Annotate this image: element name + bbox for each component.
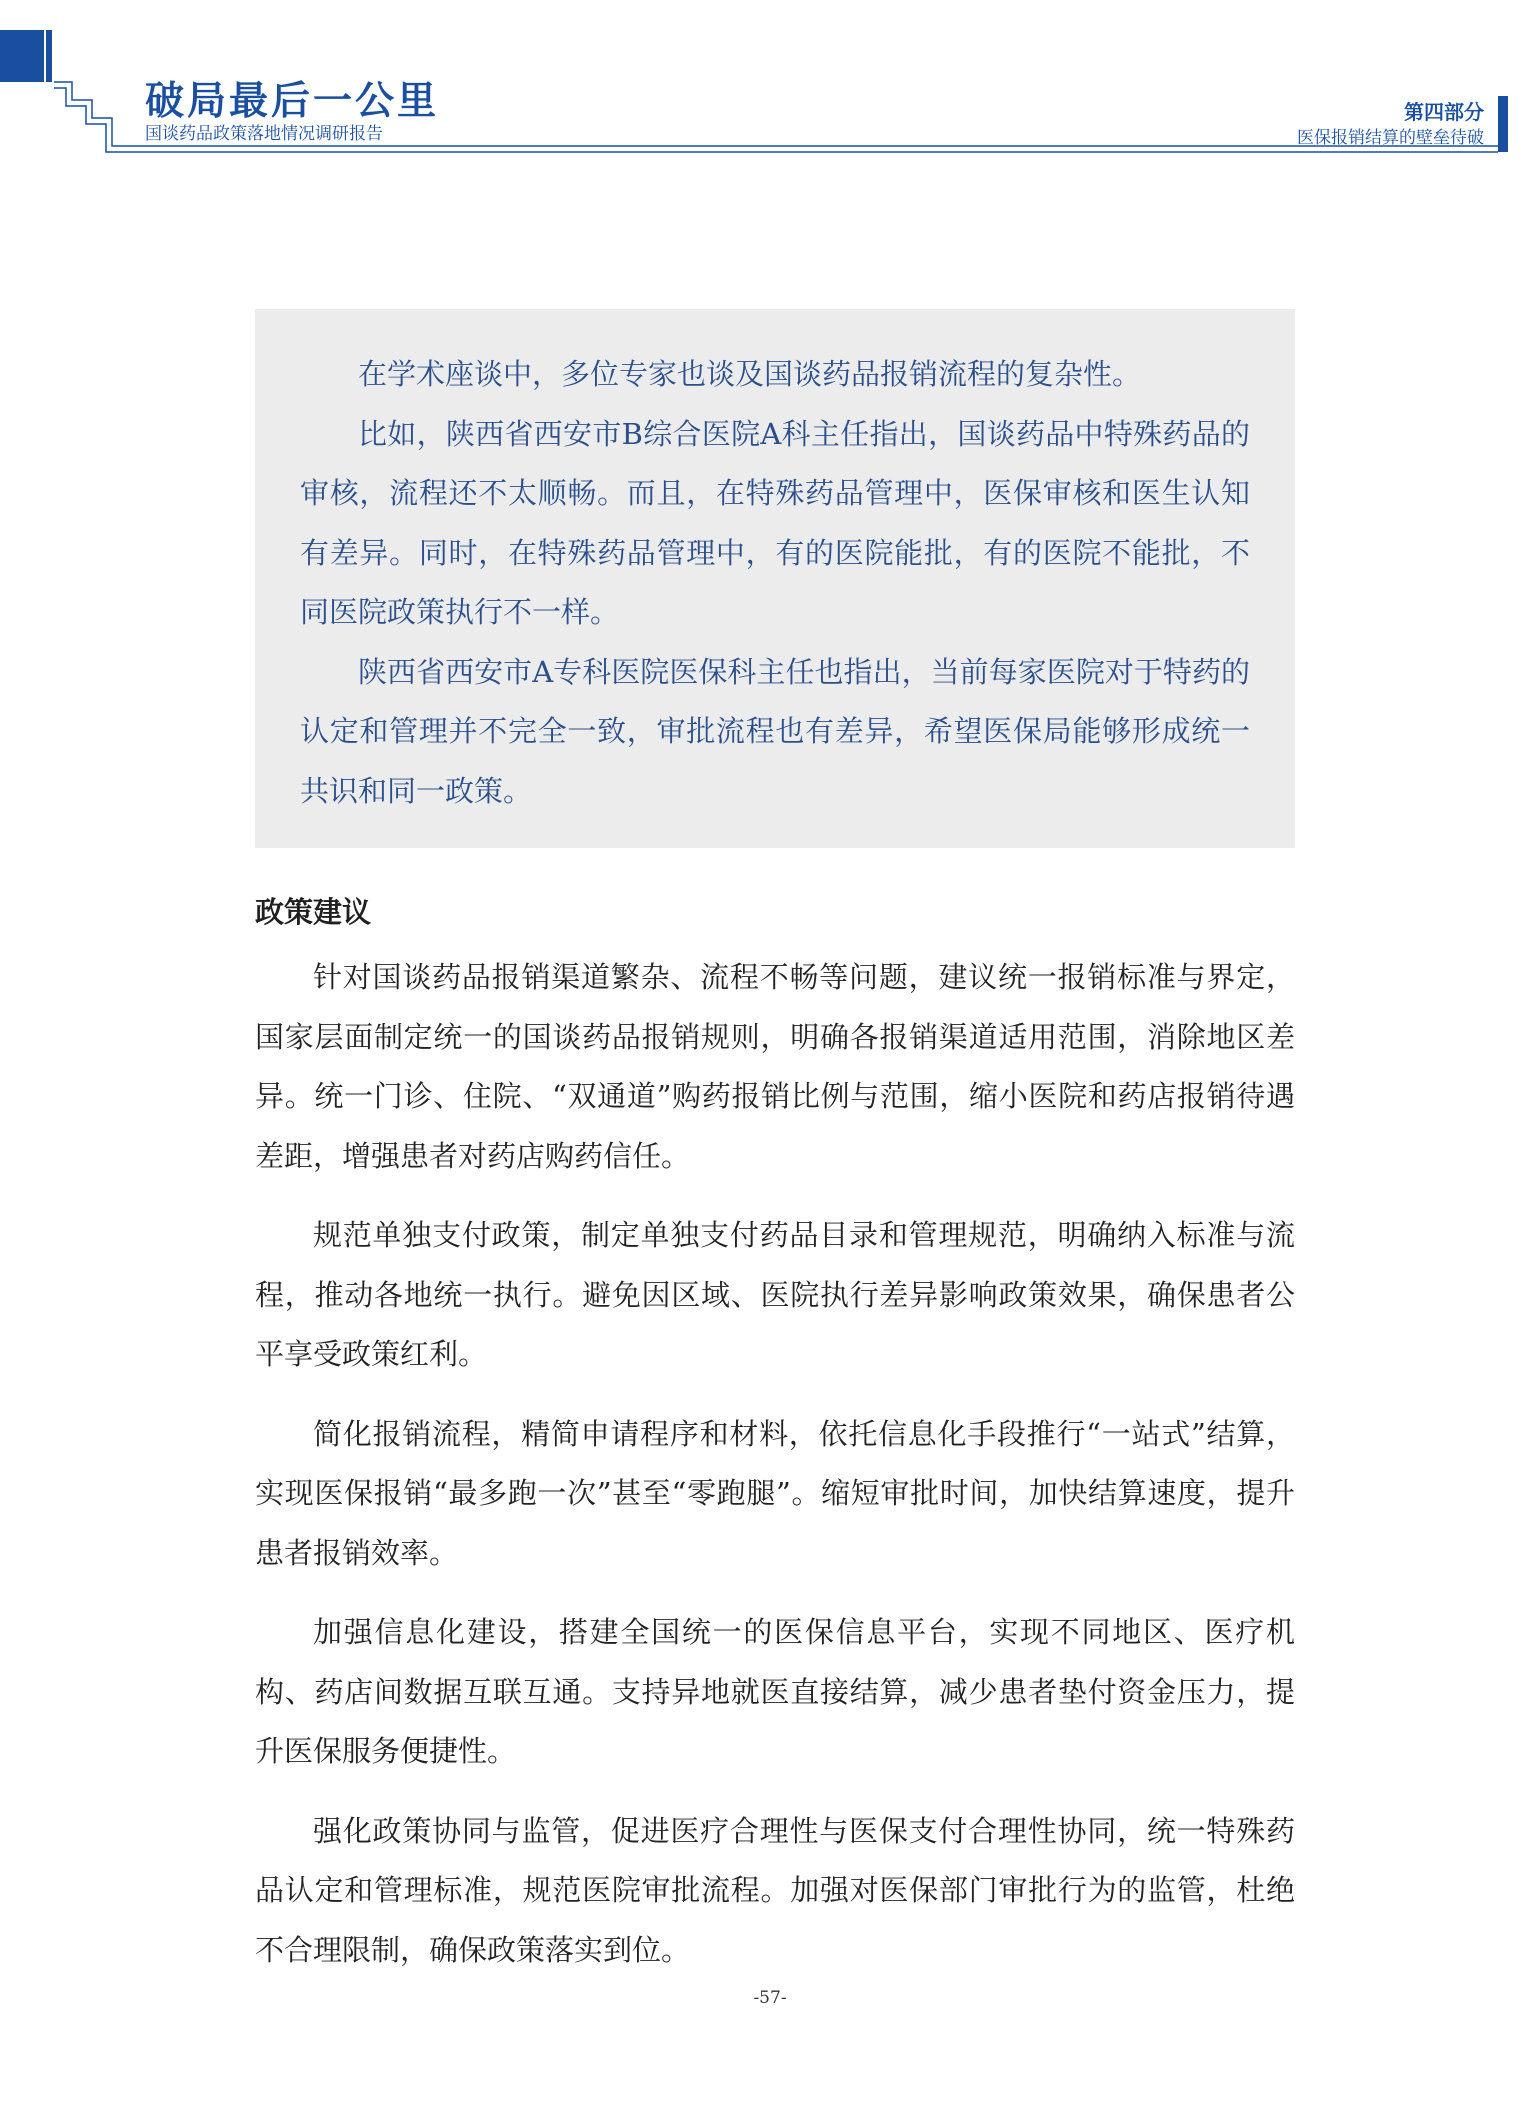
quote-paragraph: 比如，陕西省西安市B综合医院A科主任指出，国谈药品中特殊药品的审核，流程还不太顺畅。而且，在特殊药品管理中，医保审核和医生认知有差异。同时，在特殊药品管理中，有的医院能批，有的医院不能批，不同医院政策执行不一样。 [300,416,1250,629]
body-paragraph: 规范单独支付政策，制定单独支付药品目录和管理规范，明确纳入标准与流程，推动各地统一执行。避免因区域、医院执行差异影响政策效果，确保患者公平享受政策红利。 [255,1218,1295,1371]
policy-recommendations-section [255,888,1295,2000]
header-subtitle: 国谈药品政策落地情况调研报告 [145,124,383,144]
header-tab-stripe [46,30,52,82]
header-blue-tab [0,30,44,82]
header-part-label: 第四部分 [1404,100,1484,124]
body-paragraph: 针对国谈药品报销渠道繁杂、流程不畅等问题，建议统一报销标准与界定，国家层面制定统一的国谈药品报销规则，明确各报销渠道适用范围，消除地区差异。统一门诊、住院、“双通道”购药报销比例与范围，缩小医院和药店报销待遇差距，增强患者对药店购药信任。 [255,960,1295,1173]
section-heading: 政策建议 [255,895,372,929]
page-number: -57- [753,1988,787,2008]
expert-quote-box [255,309,1295,848]
quote-paragraph: 陕西省西安市A专科医院医保科主任也指出，当前每家医院对于特药的认定和管理并不完全一致，审批流程也有差异，希望医保局能够形成统一共识和同一政策。 [300,654,1250,808]
quote-paragraph: 在学术座谈中，多位专家也谈及国谈药品报销流程的复杂性。 [358,357,1142,391]
body-paragraph: 简化报销流程，精简申请程序和材料，依托信息化手段推行“一站式”结算，实现医保报销“最多跑一次”甚至“零跑腿”。缩短审批时间，加快结算速度，提升患者报销效率。 [255,1416,1295,1570]
body-paragraph: 加强信息化建设，搭建全国统一的医保信息平台，实现不同地区、医疗机构、药店间数据互联互通。支持异地就医直接结算，减少患者垫付资金压力，提升医保服务便捷性。 [255,1615,1295,1768]
header-right-bar [1498,96,1508,152]
body-paragraph: 强化政策协同与监管，促进医疗合理性与医保支付合理性协同，统一特殊药品认定和管理标准，规范医院审批流程。加强对医保部门审批行为的监管，杜绝不合理限制，确保政策落实到位。 [255,1813,1295,1967]
header-title: 破局最后一公里 [145,79,440,124]
header-section-title: 医保报销结算的壁垒待破 [1297,128,1484,148]
